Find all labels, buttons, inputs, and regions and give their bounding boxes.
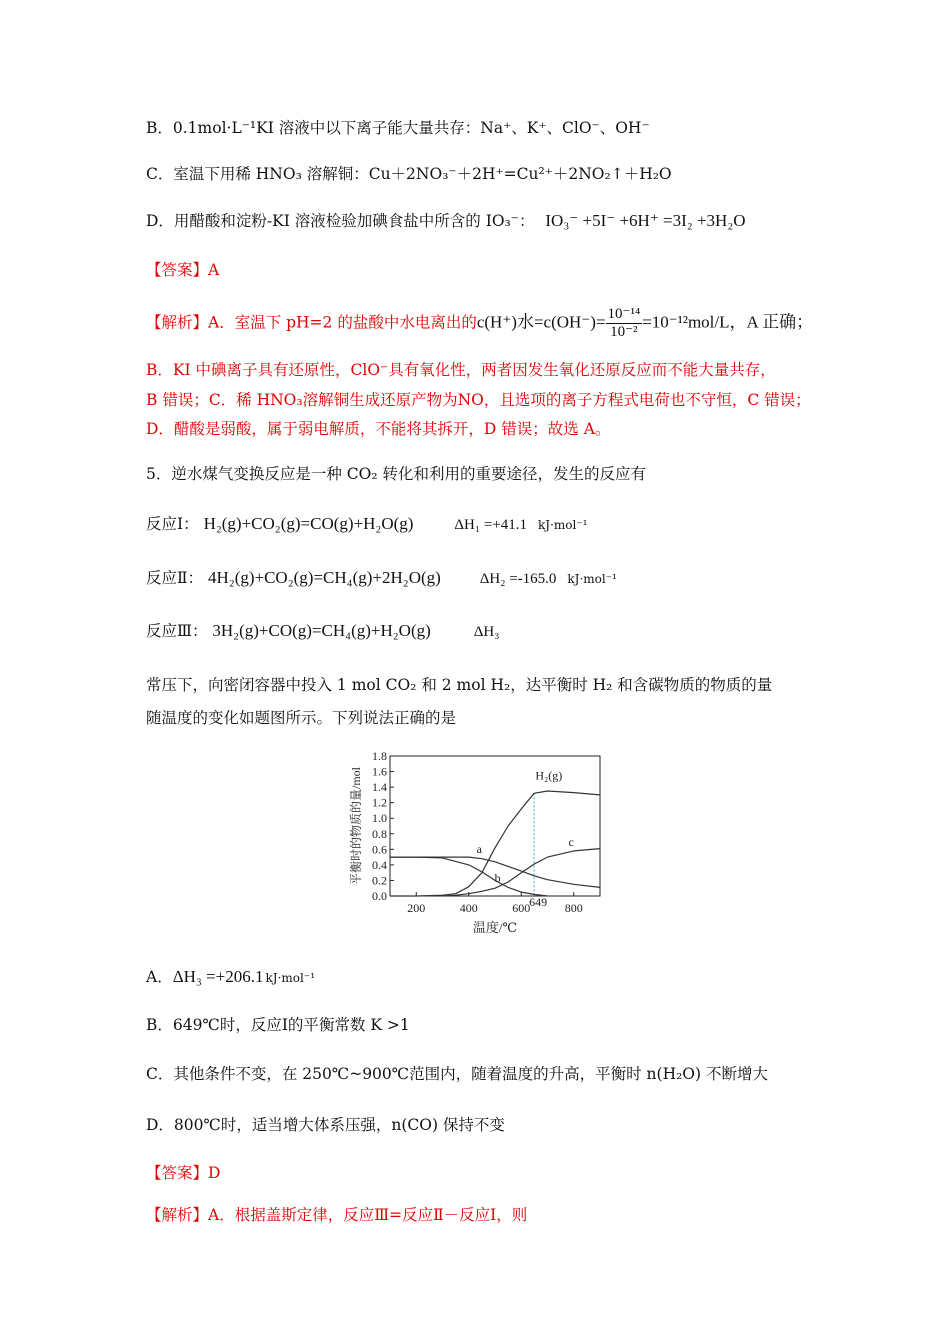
option-c-q4: C．室温下用稀 HNO₃ 溶解铜：Cu＋2NO₃⁻＋2H⁺=Cu²⁺＋2NO₂↑＋H₂O [146, 165, 672, 183]
reaction-3-dh: ΔH₃ [473, 624, 500, 640]
answer-q5: 【答案】D [146, 1164, 221, 1182]
x-axis-label: 温度/℃ [472, 920, 518, 935]
answer-q4: 【答案】A [146, 261, 220, 279]
y-tick-label: 0.8 [372, 826, 387, 841]
reaction-2-dh: ΔH₂ =-165.0 [479, 571, 557, 587]
condition-line-2: 随温度的变化如题图所示。下列说法正确的是 [146, 709, 457, 727]
option-c-q5: C．其他条件不变，在 250℃~900℃范围内，随着温度的升高，平衡时 n(H₂O) 不断增大 [146, 1065, 768, 1083]
analysis-q4-line2: B．KI 中碘离子具有还原性，ClO⁻具有氧化性，两者因发生氧化还原反应而不能大量共存， [146, 361, 776, 379]
option-b-q4: B．0.1mol·L⁻¹KI 溶液中以下离子能大量共存：Na⁺、K⁺、ClO⁻、OH⁻ [146, 119, 650, 137]
series-line-c [443, 849, 601, 896]
option-b-q5: B．649℃时，反应Ⅰ的平衡常数 K >1 [146, 1016, 410, 1034]
chart-labels [348, 749, 583, 935]
question-5-stem: 5．逆水煤气变换反应是一种 CO₂ 转化和利用的重要途径，发生的反应有 [146, 465, 646, 483]
reaction-3-label: 反应Ⅲ： [146, 622, 208, 640]
condition-line-1: 常压下，向密闭容器中投入 1 mol CO₂ 和 2 mol H₂，达平衡时 H₂ 和含碳物质的物质的量 [146, 676, 773, 694]
equilibrium-chart [346, 746, 606, 936]
y-tick-label: 1.6 [372, 764, 387, 779]
analysis-q5: 【解析】A．根据盖斯定律，反应Ⅲ=反应Ⅱ－反应Ⅰ，则 [146, 1206, 528, 1224]
analysis-formula: c(H⁺)水=c(OH⁻)= [476, 312, 606, 332]
y-tick-label: 0.6 [372, 842, 387, 857]
y-tick-label: 1.0 [372, 811, 387, 826]
reaction-3 [146, 619, 499, 641]
y-tick-label: 1.2 [372, 795, 387, 810]
reaction-3-equation: 3H₂(g)+CO(g)=CH₄(g)+H₂O(g) [212, 621, 431, 640]
fraction-numerator: 10⁻¹⁴ [607, 306, 641, 322]
analysis-prefix: 【解析】A．室温下 pH=2 的盐酸中水电离出的 [146, 313, 477, 332]
reaction-2-label: 反应Ⅱ： [146, 569, 204, 587]
y-tick-label: 0.2 [372, 873, 387, 888]
analysis-result: =10⁻¹²mol/L，A 正确； [642, 312, 814, 332]
analysis-q4-line1 [146, 306, 813, 341]
x-tick-label: 400 [459, 901, 478, 915]
reaction-1-equation: H₂(g)+CO₂(g)=CO(g)+H₂O(g) [203, 514, 414, 533]
series-label-c: c [568, 835, 574, 850]
y-axis-label: 平衡时的物质的量/mol [349, 766, 363, 886]
series-line-b [390, 857, 548, 896]
option-d-q5: D．800℃时，适当增大体系压强，n(CO) 保持不变 [146, 1116, 505, 1134]
x-marker-label: 649 [529, 895, 548, 909]
fraction [606, 306, 643, 341]
reaction-2-unit: kJ·mol⁻¹ [567, 572, 617, 586]
reaction-2 [146, 566, 617, 588]
y-tick-label: 1.4 [372, 780, 387, 795]
option-d-text: D．用醋酸和淀粉-KI 溶液检验加碘食盐中所含的 IO₃⁻： [146, 212, 535, 230]
analysis-q4-line4: D．醋酸是弱酸，属于弱电解质，不能将其拆开，D 错误；故选 A。 [146, 420, 611, 438]
analysis-q4-line3: B 错误；C．稀 HNO₃溶解铜生成还原产物为NO，且选项的离子方程式电荷也不守恒，C 错误； [146, 391, 811, 409]
y-tick-label: 0.4 [372, 857, 387, 872]
reaction-1-dh: ΔH₁ =+41.1 [454, 517, 528, 533]
option-a-equation: ΔH₃ =+206.1 [172, 967, 264, 986]
reaction-1 [146, 512, 587, 534]
series-label-h2g: H₂(g) [535, 768, 563, 783]
fraction-denominator: 10⁻² [610, 324, 638, 340]
x-tick-label: 800 [564, 901, 583, 915]
series-label-a: a [476, 842, 482, 857]
x-tick-label: 200 [407, 901, 426, 915]
reaction-1-label: 反应Ⅰ： [146, 515, 199, 533]
reaction-2-equation: 4H₂(g)+CO₂(g)=CH₄(g)+2H₂O(g) [207, 568, 441, 587]
option-a-unit: kJ·mol⁻¹ [265, 971, 315, 985]
option-a-label: A． [146, 968, 173, 986]
reaction-1-unit: kJ·mol⁻¹ [537, 518, 588, 532]
option-d-q4 [146, 209, 746, 231]
y-tick-label: 1.8 [372, 749, 387, 763]
series-label-b: b [494, 871, 501, 885]
y-tick-label: 0.0 [372, 889, 387, 903]
option-d-equation: IO₃⁻ +5I⁻ +6H⁺ =3I₂ +3H₂O [545, 211, 746, 230]
option-a-q5 [146, 965, 315, 987]
x-tick-label: 600 [512, 901, 531, 915]
